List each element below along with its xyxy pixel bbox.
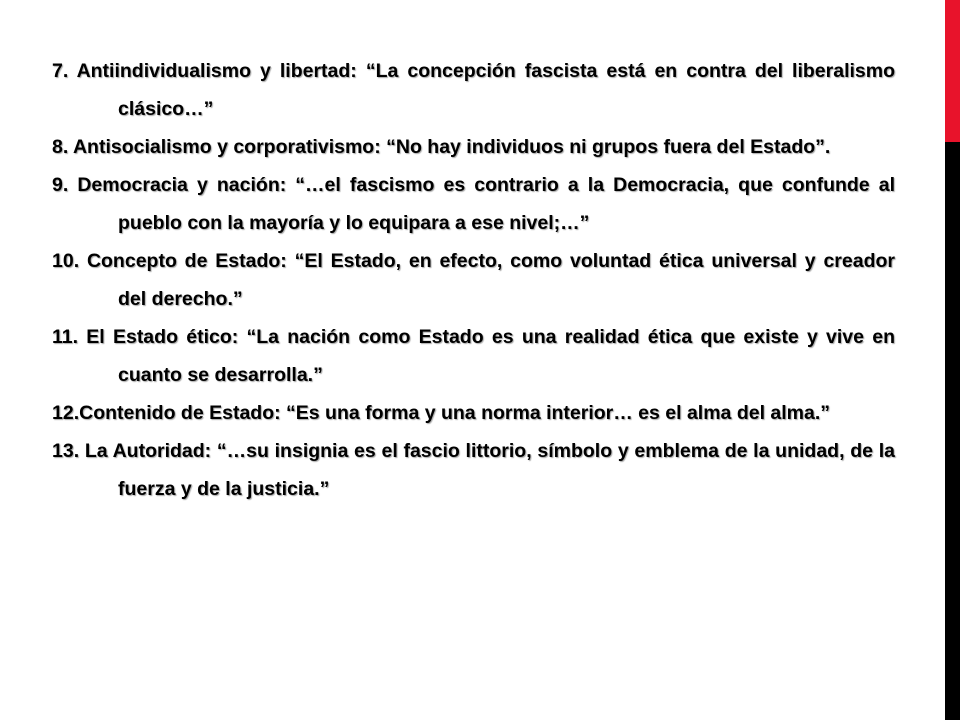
list-item-12: 12.Contenido de Estado: “Es una forma y una norma interior… es el alma del alma.” [52,402,831,424]
accent-bar-red [945,0,960,142]
list-item-9: 9. Democracia y nación: “…el fascismo es contrario a la Democracia, que confunde al pueblo con la mayoría y lo equipara a ese nivel;…” [52,174,895,234]
list-item-7: 7. Antiindividualismo y libertad: “La concepción fascista está en contra del liberalismo clásico…” [52,60,895,120]
accent-bar-black [945,142,960,720]
list-item-13: 13. La Autoridad: “…su insignia es el fascio littorio, símbolo y emblema de la unidad, de la fuerza y de la justicia.” [52,440,895,500]
list-item-8: 8. Antisocialismo y corporativismo: “No hay individuos ni grupos fuera del Estado”. [52,136,831,158]
list-item-10: 10. Concepto de Estado: “El Estado, en efecto, como voluntad ética universal y creador del derecho.” [52,250,895,310]
content-list [52,52,895,508]
list-item-11: 11. El Estado ético: “La nación como Estado es una realidad ética que existe y vive en cuanto se desarrolla.” [52,326,895,386]
